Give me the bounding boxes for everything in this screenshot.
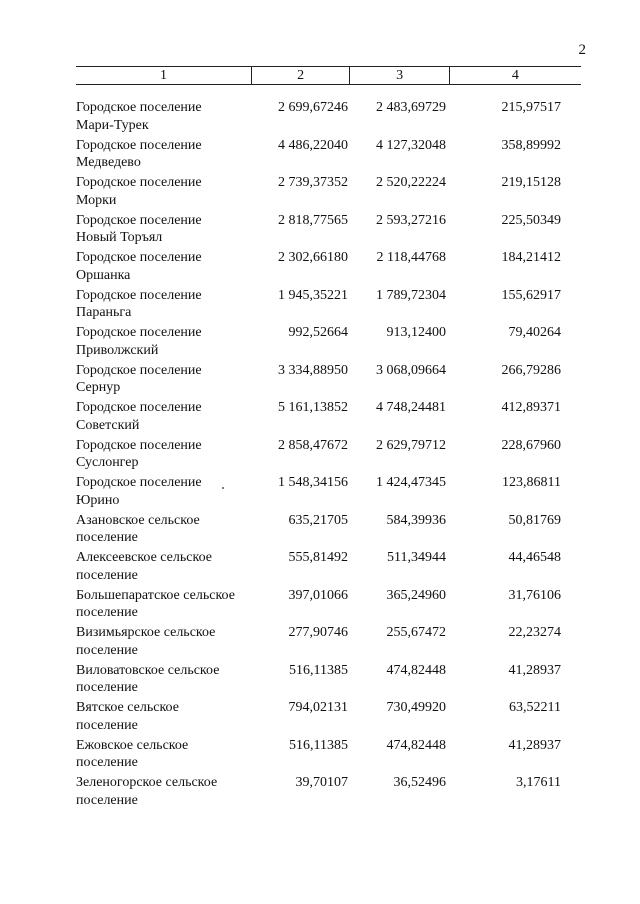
row-value-col4: 184,21412 [501, 250, 561, 265]
row-value-col3: 730,49920 [386, 700, 446, 715]
row-value-col2: 5 161,13852 [278, 400, 348, 415]
table-row [76, 99, 581, 137]
table-row [76, 287, 581, 325]
row-name-cell: Городское поселение Суслонгер [76, 437, 202, 470]
table-row [76, 212, 581, 250]
row-value-col4: 266,79286 [501, 362, 561, 378]
row-value-col2: 555,81492 [288, 550, 348, 565]
table-row [76, 662, 581, 700]
column-header-2: 2 [251, 67, 349, 84]
row-value-col4: 22,23274 [508, 625, 561, 640]
table-row [76, 774, 581, 812]
table-row [76, 587, 581, 625]
row-value-col3: 913,12400 [386, 325, 446, 340]
row-value-col3: 255,67472 [386, 625, 446, 640]
table-row [76, 249, 581, 287]
row-name-cell: Городское поселение Советский [76, 400, 202, 433]
row-name-cell: Городское поселение Сернур [76, 362, 202, 395]
row-value-col3: 365,24960 [386, 587, 446, 603]
row-value-col2: 2 858,47672 [278, 437, 348, 453]
row-value-col4: 225,50349 [501, 212, 561, 228]
table-body [76, 99, 581, 812]
row-name-cell: Городское поселение Юрино [76, 475, 202, 508]
table-row [76, 437, 581, 475]
row-name-cell: Городское поселение Морки [76, 175, 202, 208]
table-row [76, 362, 581, 400]
scan-speck [222, 487, 224, 489]
row-value-col3: 474,82448 [386, 737, 446, 753]
table-row [76, 624, 581, 662]
row-value-col2: 2 699,67246 [278, 100, 348, 115]
row-value-col4: 358,89992 [501, 137, 561, 153]
row-value-col3: 584,39936 [386, 512, 446, 528]
table-row [76, 324, 581, 362]
row-value-col3: 1 789,72304 [376, 287, 446, 303]
row-value-col4: 123,86811 [502, 475, 561, 490]
row-name-cell: Большепаратское сельское поселение [76, 587, 235, 620]
row-value-col3: 36,52496 [393, 775, 446, 790]
row-name-cell: Городское поселение Медведево [76, 137, 202, 170]
row-name-cell: Виловатовское сельское поселение [76, 662, 220, 695]
row-value-col4: 219,15128 [501, 175, 561, 190]
table-header-row [76, 66, 581, 85]
row-value-col4: 63,52211 [509, 700, 561, 715]
data-table [76, 66, 581, 812]
column-header-4: 4 [449, 67, 581, 84]
page-number: 2 [578, 42, 586, 58]
row-value-col4: 228,67960 [501, 437, 561, 453]
row-name-cell: Азановское сельское поселение [76, 512, 200, 545]
row-value-col3: 1 424,47345 [376, 475, 446, 490]
table-row [76, 699, 581, 737]
row-value-col4: 41,28937 [508, 662, 561, 678]
row-name-cell: Городское поселение Приволжский [76, 325, 202, 358]
row-value-col2: 2 818,77565 [278, 212, 348, 228]
row-value-col3: 2 483,69729 [376, 100, 446, 115]
row-value-col2: 1 548,34156 [278, 475, 348, 490]
row-value-col2: 516,11385 [289, 662, 348, 678]
row-value-col2: 39,70107 [295, 775, 348, 790]
row-value-col4: 41,28937 [508, 737, 561, 753]
row-value-col3: 511,34944 [387, 550, 446, 565]
row-value-col2: 3 334,88950 [278, 362, 348, 378]
row-name-cell: Ежовское сельское поселение [76, 737, 189, 770]
table-row [76, 512, 581, 550]
row-value-col3: 474,82448 [386, 662, 446, 678]
row-name-cell: Городское поселение Мари-Турек [76, 100, 202, 133]
table-row [76, 399, 581, 437]
row-value-col3: 2 593,27216 [376, 212, 446, 228]
column-header-3: 3 [349, 67, 448, 84]
row-name-cell: Городское поселение Новый Торъял [76, 212, 202, 245]
row-value-col4: 412,89371 [501, 400, 561, 415]
table-row [76, 549, 581, 587]
row-value-col2: 992,52664 [288, 325, 348, 340]
row-name-cell: Городское поселение Параньга [76, 287, 202, 320]
row-value-col2: 2 739,37352 [278, 175, 348, 190]
row-value-col3: 4 127,32048 [376, 137, 446, 153]
row-value-col2: 1 945,35221 [278, 287, 348, 303]
row-name-cell: Городское поселение Оршанка [76, 250, 202, 283]
row-name-cell: Визимьярское сельское поселение [76, 625, 216, 658]
table-row [76, 474, 581, 512]
row-value-col2: 397,01066 [288, 587, 348, 603]
table-row [76, 737, 581, 775]
row-value-col3: 3 068,09664 [376, 362, 446, 378]
row-value-col4: 155,62917 [501, 287, 561, 303]
row-value-col4: 3,17611 [516, 775, 561, 790]
row-value-col4: 31,76106 [508, 587, 561, 603]
row-name-cell: Вятское сельское поселение [76, 700, 179, 733]
row-value-col2: 516,11385 [289, 737, 348, 753]
row-value-col2: 277,90746 [288, 625, 348, 640]
row-value-col3: 4 748,24481 [376, 400, 446, 415]
row-value-col2: 4 486,22040 [278, 137, 348, 153]
row-value-col2: 635,21705 [288, 512, 348, 528]
row-value-col4: 215,97517 [501, 100, 561, 115]
row-value-col4: 50,81769 [508, 512, 561, 528]
row-name-cell: Алексеевское сельское поселение [76, 550, 212, 583]
table-row [76, 137, 581, 175]
column-header-1: 1 [159, 68, 167, 83]
row-value-col3: 2 118,44768 [376, 250, 446, 265]
table-row [76, 174, 581, 212]
row-value-col4: 44,46548 [508, 550, 561, 565]
row-value-col2: 2 302,66180 [278, 250, 348, 265]
row-name-cell: Зеленогорское сельское поселение [76, 775, 218, 808]
row-value-col3: 2 520,22224 [376, 175, 446, 190]
row-value-col4: 79,40264 [508, 325, 561, 340]
row-value-col2: 794,02131 [288, 700, 348, 715]
row-value-col3: 2 629,79712 [376, 437, 446, 453]
